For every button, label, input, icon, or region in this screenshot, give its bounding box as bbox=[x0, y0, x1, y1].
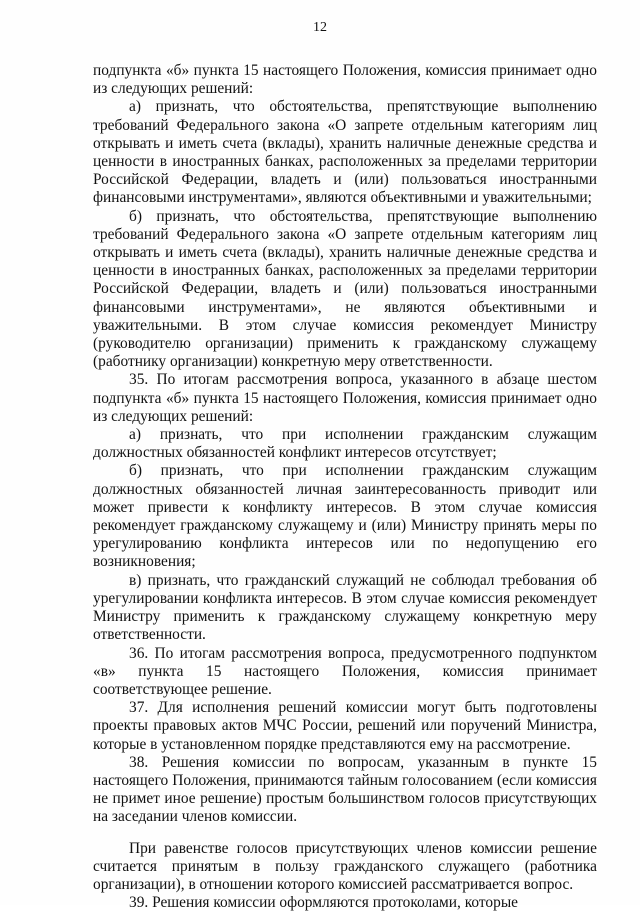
paragraph-continuation: подпункта «б» пункта 15 настоящего Положения, комиссия принимает одно из следующих решений: bbox=[93, 62, 597, 98]
paragraph-34a: а) признать, что обстоятельства, препятствующие выполнению требований Федерального закона «О запрете отдельным категориям лиц открывать и иметь счета (вклады), хранить наличные денежные средства и ценности в иностранных банках, расположенных за пределами территории Российской Федерации, владеть и (или) пользоваться иностранными финансовыми инструментами», являются объективными и уважительными; bbox=[93, 98, 597, 207]
paragraph-35a: а) признать, что при исполнении гражданским служащим должностных обязанностей конфликт интересов отсутствует; bbox=[93, 426, 597, 462]
paragraph-38: 38. Решения комиссии по вопросам, указанным в пункте 15 настоящего Положения, принимаются тайным голосованием (если комиссия не примет иное решение) простым большинством голосов присутствующих на заседании членов комиссии. bbox=[93, 753, 597, 826]
paragraph-35c: в) признать, что гражданский служащий не соблюдал требования об урегулировании конфликта интересов. В этом случае комиссия рекомендует Министру применить к гражданскому служащему конкретную меру ответственности. bbox=[93, 571, 597, 644]
document-body bbox=[93, 62, 597, 912]
paragraph-38-tie-vote: При равенстве голосов присутствующих членов комиссии решение считается принятым в пользу гражданского служащего (работника организации), в отношении которого комиссией рассматривается вопрос. bbox=[93, 839, 597, 893]
paragraph-37: 37. Для исполнения решений комиссии могут быть подготовлены проекты правовых актов МЧС России, решений или поручений Министра, которые в установленном порядке представляются ему на рассмотрение. bbox=[93, 699, 597, 753]
page-number: 12 bbox=[313, 20, 327, 35]
paragraph-34b: б) признать, что обстоятельства, препятствующие выполнению требований Федерального закона «О запрете отдельным категориям лиц открывать и иметь счета (вклады), хранить наличные денежные средства и ценности в иностранных банках, расположенных за пределами территории Российской Федерации, владеть и (или) пользоваться иностранными финансовыми инструментами», не являются объективными и уважительными. В этом случае комиссия рекомендует Министру (руководителю организации) применить к гражданскому служащему (работнику организации) конкретную меру ответственности. bbox=[93, 207, 597, 371]
paragraph-39: 39. Решения комиссии оформляются протоколами, которые bbox=[129, 894, 518, 912]
paragraph-35b: б) признать, что при исполнении гражданским служащим должностных обязанностей личная заинтересованность приводит или может привести к конфликту интересов. В этом случае комиссия рекомендует гражданскому служащему и (или) Министру принять меры по урегулированию конфликта интересов или по недопущению его возникновения; bbox=[93, 462, 597, 571]
paragraph-36: 36. По итогам рассмотрения вопроса, предусмотренного подпунктом «в» пункта 15 настоящего Положения, комиссия принимает соответствующее решение. bbox=[93, 644, 597, 698]
paragraph-35: 35. По итогам рассмотрения вопроса, указанного в абзаце шестом подпункта «б» пункта 15 настоящего Положения, комиссия принимает одно из следующих решений: bbox=[93, 371, 597, 425]
